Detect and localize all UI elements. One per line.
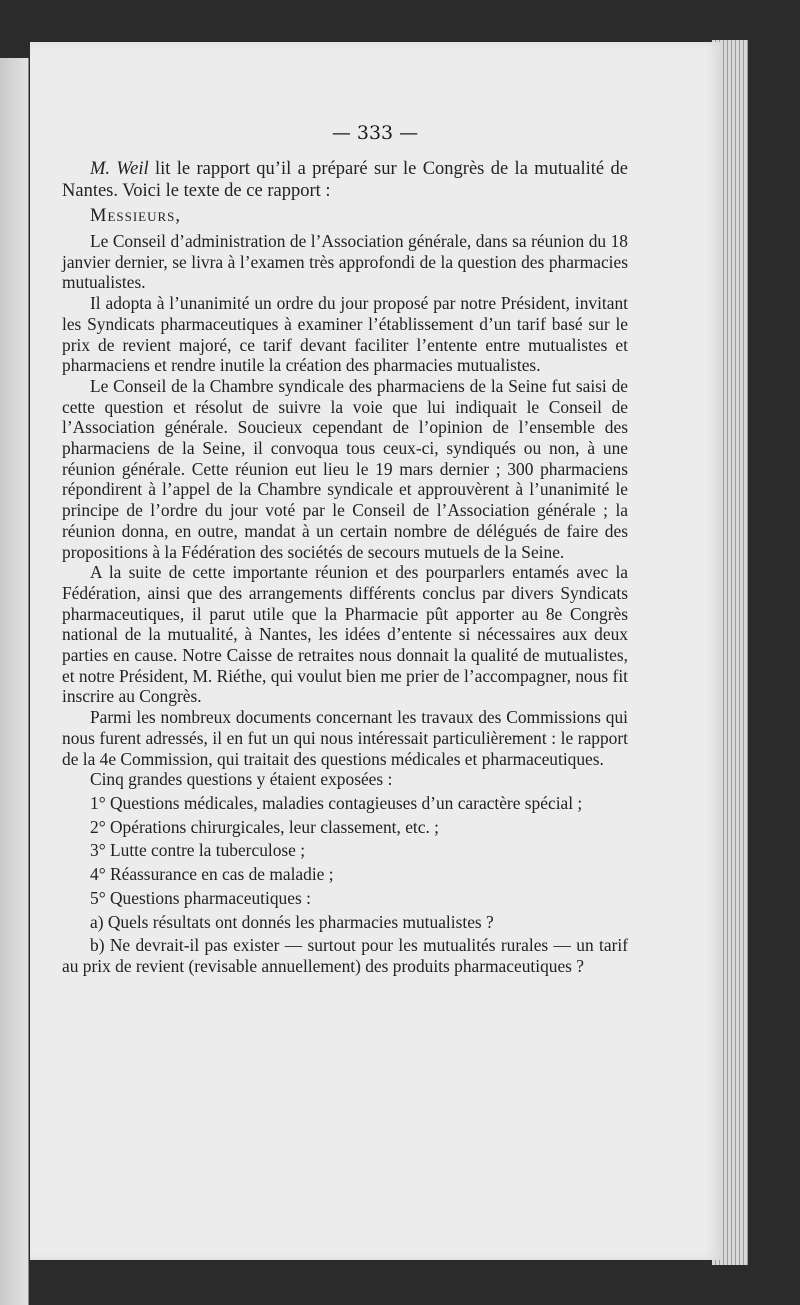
intro-text: lit le rapport qu’il a préparé sur le Congrès de la mutualité de Nantes. Voici le texte de ce rapport :	[62, 159, 628, 201]
list-item: 4° Réassurance en cas de maladie ;	[90, 864, 334, 885]
list-item: b) Ne devrait-il pas exister — surtout pour les mutualités rurales — un tarif au prix de revient (revisable annuellement) des produits pharmaceutiques ?	[62, 935, 628, 976]
facing-page-edge	[0, 58, 29, 1305]
list-item: 3° Lutte contre la tuberculose ;	[90, 840, 306, 861]
list-item: a) Quels résultats ont donnés les pharmacies mutualistes ?	[90, 911, 494, 932]
list-item: 5° Questions pharmaceutiques :	[90, 887, 311, 908]
page-number: — 333 —	[331, 122, 419, 144]
intro-paragraph	[62, 158, 628, 202]
question-list	[62, 793, 628, 977]
page-body	[62, 158, 628, 977]
paragraph: Le Conseil de la Chambre syndicale des pharmaciens de la Seine fut saisi de cette question et résolut de suivre la voie que lui indiquait le Conseil de l’Association générale. Soucieux cependant de l’opinion de l’ensemble des pharmaciens de la Seine, il convoqua tous ceux-ci, syndiqués ou non, à une réunion générale. Cette réunion eut lieu le 19 mars dernier ; 300 pharmaciens répondirent à l’appel de la Chambre syndicale et approuvèrent à l’unanimité le principe de l’ordre du jour voté par le Conseil de l’Association générale ; la réunion donna, en outre, mandat à un certain nombre de délégués de faire des propositions à la Fédération des sociétés de secours mutuels de la Seine.	[62, 375, 628, 562]
speaker-name: M. Weil	[90, 159, 149, 179]
list-item: 2° Opérations chirurgicales, leur classement, etc. ;	[90, 816, 440, 837]
paragraph: Le Conseil d’administration de l’Association générale, dans sa réunion du 18 janvier dernier, se livra à l’examen très approfondi de la question des pharmacies mutualistes.	[62, 231, 628, 293]
paragraph: Parmi les nombreux documents concernant les travaux des Commissions qui nous furent adressés, il en fut un qui nous intéressait particulièrement : le rapport de la 4e Commission, qui traitait des questions médicales et pharmaceutiques.	[62, 707, 628, 769]
paragraph: Il adopta à l’unanimité un ordre du jour proposé par notre Président, invitant les Syndicats pharmaceutiques à examiner l’établissement d’un tarif basé sur le prix de revient majoré, ce tarif devant faciliter l’entente entre mutualistes et pharmaciens et rendre inutile la création des pharmacies mutualistes.	[62, 293, 628, 376]
list-item: 1° Questions médicales, maladies contagieuses d’un caractère spécial ;	[90, 792, 583, 813]
paragraph: A la suite de cette importante réunion et des pourparlers entamés avec la Fédération, ainsi que des arrangements différents conclus par divers Syndicats pharmaceutiques, il parut utile que la Pharmacie pût apporter au 8e Congrès national de la mutualité, à Nantes, les idées d’entente si nécessaires aux deux parties en cause. Notre Caisse de retraites nous donnait la qualité de mutualistes, et notre Président, M. Riéthe, qui voulut bien me prier de l’accompagner, nous fit inscrire au Congrès.	[62, 562, 628, 707]
paragraph: Cinq grandes questions y étaient exposées :	[90, 769, 393, 790]
book-page	[30, 42, 720, 1260]
salutation: Messieurs,	[90, 206, 182, 226]
